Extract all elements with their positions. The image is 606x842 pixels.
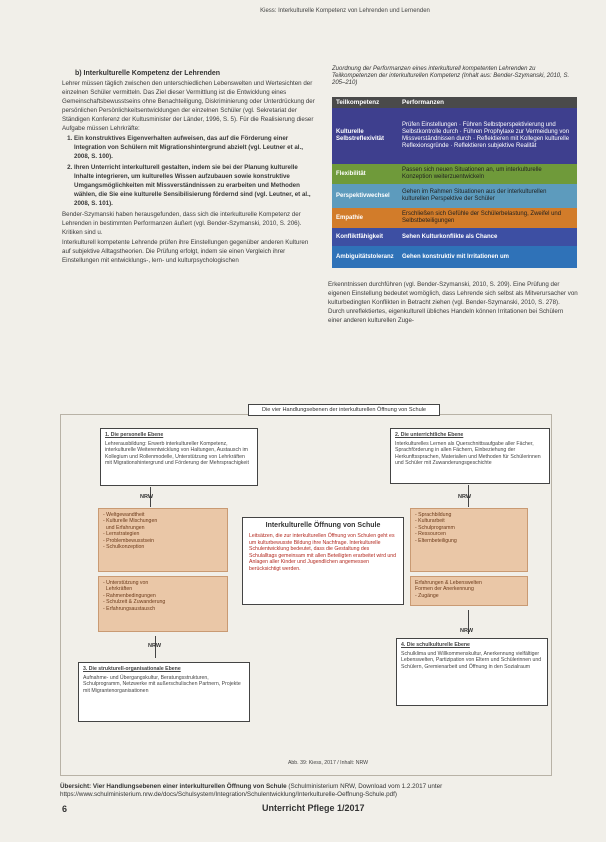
personal-level-box [100, 428, 258, 486]
table-row [332, 164, 577, 184]
performance-cell: Gehen im Rahmen Situationen aus der interkulturellen kulturellen Perspektive der Schüler [398, 184, 577, 208]
bullet: - Ressourcen [415, 531, 446, 538]
bullet: - Sprachbildung [415, 512, 452, 518]
nrw-label: NRW [460, 628, 474, 634]
structural-level-box [78, 662, 250, 722]
center-title: Interkulturelle Öffnung von Schule [265, 522, 381, 529]
bullet: - Weltgewandtheit [103, 512, 145, 518]
center-box [242, 517, 404, 605]
bullet: - Schulprogramm [415, 524, 455, 531]
requirement-item-1: 1. Ein konstruktives Eigenverhalten aufweisen, das auf die Förderung einer Integration von Schülern mit Migrationshintergrund abzielt (vgl. Leutner et al., 2008, S. 100). [74, 134, 318, 161]
left-column-text [62, 79, 318, 266]
structural-level-body: Aufnahme- und Übergangskultur, Beratungsstrukturen, Schulprogramm, Netzwerke mit außerschulischen Partnern, Projekte mit Migrantenorganisationen [83, 674, 241, 694]
nrw-label: NRW [148, 643, 162, 649]
table-caption: Zuordnung der Performanzen eines interkulturell kompetenten Lehrenden zu Teilkompetenzen der interkulturellen Kompetenz (Inhalt aus: Bender-Szymanski, 2010, S. 205–210) [332, 66, 570, 86]
requirement-item-2: 2. Ihren Unterricht interkulturell gestalten, indem sie bei der Planung kulturelle Inhalte integrieren, um kulturelles Wissen aufzubauen sowie konstruktive Umgangsmöglichkeiten mit Missverständnissen zu erarbeiten und Methoden wählen, die Sie eine kulturelle Sensibilisierung fördernd sind (vgl. Leutner, et al., 2008, S. 101). [74, 163, 318, 208]
bullet: - Elternbeteiligung [415, 537, 457, 544]
performance-cell: Gehen konstruktiv mit Irritationen um [398, 246, 577, 268]
table-row [332, 246, 577, 268]
bullet: - Erfahrungsaustausch [103, 605, 156, 612]
bullet: - Kulturelle Mischungen [103, 518, 158, 525]
bullet: - Schulzeit & Zuwanderung [103, 599, 166, 606]
bullet: und Erfahrungen [103, 524, 145, 531]
competence-table [332, 97, 577, 268]
performance-cell: Passen sich neuen Situationen an, um interkulturelle Konzeption weiterzuentwickeln [398, 164, 577, 184]
competence-cell: Kulturelle Selbstreflexivität [332, 108, 398, 164]
nrw-label: NRW [458, 494, 472, 500]
teaching-level-body: Interkulturelles Lernen als Querschnittsaufgabe aller Fächer, Sprachförderung in allen Fächern, Einbeziehung der Herkunftssprachen, Materialien und Methoden für Schülerinnen und Schüler mit Zuwanderungsgeschichte [395, 440, 541, 467]
bullet: Formen der Anerkennung [415, 586, 474, 593]
performance-cell: Sehen Kulturkonflikte als Chance [398, 228, 577, 246]
bullet: - Rahmenbedingungen [103, 592, 156, 599]
bullet: Erfahrungen & Lebenswelten [415, 580, 482, 586]
table-row [332, 184, 577, 208]
running-header: Kiess: Interkulturelle Kompetenz von Lehrenden und Lernenden [260, 8, 430, 14]
teaching-level-box [390, 428, 550, 484]
magazine-issue: Unterricht Pflege 1/2017 [262, 803, 365, 813]
bullet: - Lernstrategien [103, 531, 140, 538]
section-title: b) Interkulturelle Kompetenz der Lehrenden [75, 70, 221, 77]
orange-box-bottom-left [98, 576, 228, 632]
orange-box-top-right [410, 508, 528, 572]
diagram-title: Die vier Handlungsebenen der interkulturellen Öffnung von Schule [248, 404, 440, 416]
competence-cell: Konfliktfähigkeit [332, 228, 398, 246]
requirements-list [62, 134, 318, 208]
nrw-label: NRW [140, 494, 154, 500]
bullet: - Schulkonzeption [103, 544, 145, 551]
bullet: - Problembewusstsein [103, 537, 155, 544]
competence-cell: Perspektivwechsel [332, 184, 398, 208]
bullet: - Kulturarbeit [415, 518, 445, 525]
table-header-performance: Performanzen [398, 97, 577, 108]
personal-level-title: 1. Die personelle Ebene [105, 432, 164, 438]
findings-paragraph: Bender-Szymanski haben herausgefunden, dass sich die interkulturelle Kompetenz der Lehrenden in bestimmten Performanzen äußert (vgl. Bender-Szymanski, 2010, S. 206). Kritiken sind u. [62, 211, 302, 236]
reflection-paragraph: Interkulturell kompetente Lehrende prüfen ihre Einstellungen gegenüber anderen Kulturen auf subjektive Alltagstheorien. Die Prüfung erfolgt, indem sie einen Vergleich ihrer Einstellungen mit entwicklungs-, lern- und kulturpsychologischen [62, 239, 309, 264]
table-row [332, 228, 577, 246]
bullet: - Zugänge [415, 592, 439, 599]
table-row [332, 208, 577, 228]
diagram-footer: Abb. 39: Kiess, 2017 / Inhalt: NRW [287, 760, 369, 766]
orange-box-bottom-right [410, 576, 528, 606]
teaching-level-title: 2. Die unterrichtliche Ebene [395, 432, 464, 438]
right-column-text: Erkenntnissen durchführen (vgl. Bender-Szymanski, 2010, S. 209). Eine Prüfung der eigenen Einstellung bedeutet womöglich, dass Lehrende sich selbst als Mitverursacher von kulturbedingten Konflikten in Betracht ziehen (vgl. Bender-Szymanski, 2010, S. 278). Durch unreflektiertes, eigenkulturell übliches Handeln können Irritationen bei Schülern einer anderen kulturellen Zuge- [328, 281, 578, 324]
table-header-competence: Teilkompetenz [332, 97, 398, 108]
personal-level-body: Lehrerausbildung: Erwerb interkultureller Kompetenz, interkulturelle Weiterentwicklung von Haltungen, Austausch im Kollegium und Rollenmodelle, Unterstützung von Lehrkräften mit Migrationshintergrund und Förderung der Mehrsprachigkeit [105, 440, 249, 467]
school-culture-level-title: 4. Die schulkulturelle Ebene [401, 642, 470, 648]
school-culture-level-box [396, 638, 548, 706]
page-number: 6 [62, 804, 68, 814]
figure-caption-source: (Schulministerium NRW, Download vom 1.2.2017 unter https://www.schulministerium.nrw.de/docs/Schulsystem/Integration/Schulentwicklung/Interkulturelle-Oeffnung-Schule.pdf) [60, 783, 443, 798]
table-row [332, 108, 577, 164]
bullet: Lehrkräften [103, 586, 133, 593]
performance-cell: Prüfen Einstellungen · Führen Selbstperspektivierung und Selbstkontrolle durch · Führen Prophylaxe zur Vermeidung von Missverständnissen durch · Reflektieren mit Kollegen kulturelle Reflexionsgründe · Reflektieren subjektive Realität [398, 108, 577, 164]
figure-caption-title: Übersicht: Vier Handlungsebenen einer interkulturellen Öffnung von Schule [60, 783, 287, 790]
figure-caption [60, 783, 580, 799]
orange-box-top-left [98, 508, 228, 572]
school-culture-level-body: Schulklima und Willkommenskultur, Anerkennung vielfältiger Lebenswelten, Partizipation von Eltern und Schülerinnen und Schülern, Gremienarbeit und Öffnung in den Sozialraum [401, 650, 542, 670]
competence-cell: Empathie [332, 208, 398, 228]
intro-paragraph: Lehrer müssen täglich zwischen den unterschiedlichen Lebenswelten und Wertesichten der einzelnen Schüler vermitteln. Das Ziel dieser Vermittlung ist die Entwicklung eines Gemeinschaftsbewusstseins ohne Benachteiligung, Diskriminierung oder Unterdrückung der persönlichen Persönlichkeitsentwicklungen der einzelnen Schüler (vgl. Sekretariat der Ständigen Konferenz der Kultusminister der Länder, 1996, S. 5). Für die Realisierung dieser Aufgabe müssen Lehrkräfte: [62, 80, 315, 132]
structural-level-title: 3. Die strukturell-organisationale Ebene [83, 666, 181, 672]
bullet: - Unterstützung von [103, 580, 149, 586]
competence-cell: Flexibilität [332, 164, 398, 184]
competence-cell: Ambiguitätstoleranz [332, 246, 398, 268]
performance-cell: Erschließen sich Gefühle der Schülerbelastung, Zweifel und Selbstbeteiligungen [398, 208, 577, 228]
center-body: Leitsätzen, die zur interkulturellen Öffnung von Schulen geht es um kulturbewusste Bildung ihre Nachfrage. Interkulturelle Schulentwicklung bedeutet, dass die Gestaltung des Schulalltags gemeinsam mit allen Beteiligten erarbeitet wird und Anlagen aller Kinder und Jugendlichen angemessen berücksichtigt werden. [249, 533, 397, 572]
